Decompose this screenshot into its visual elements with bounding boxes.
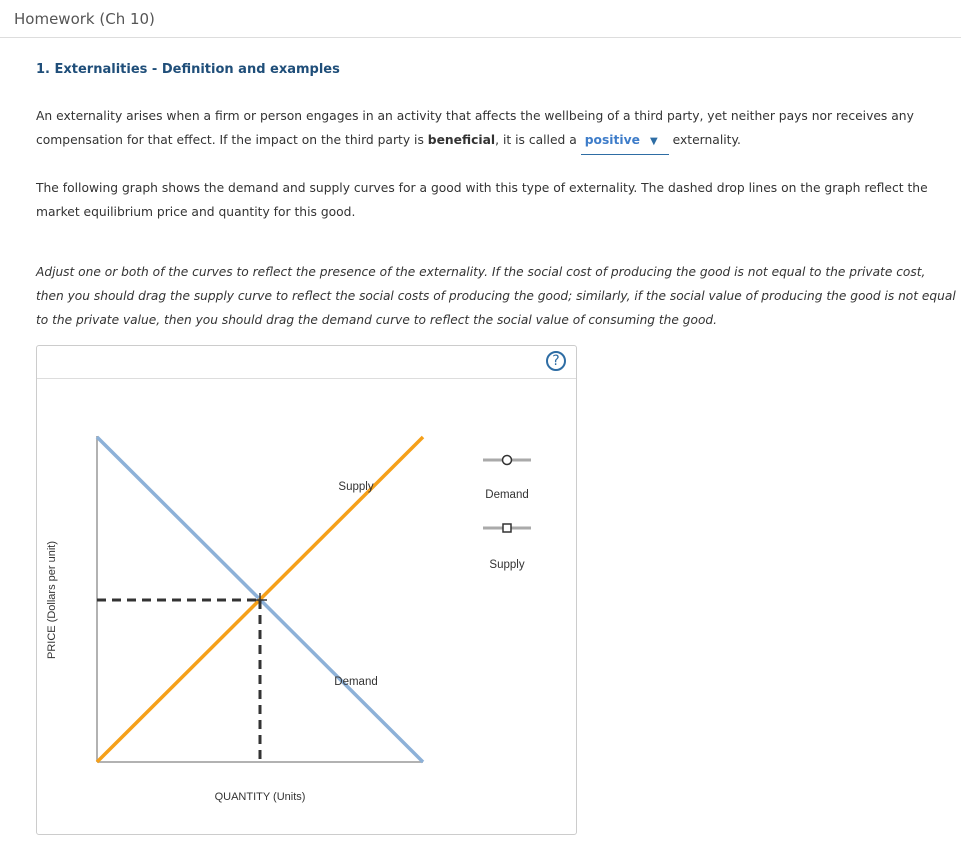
graph-container	[36, 345, 577, 835]
demand-tool[interactable]	[483, 456, 531, 465]
paragraph-graph-description: The following graph shows the demand and supply curves for a good with this type of externality. The dashed drop lines on the graph reflect the market equilibrium price and quantity for this good.	[36, 181, 928, 219]
beneficial-text: beneficial	[427, 133, 496, 147]
help-icon[interactable]: ?	[546, 351, 566, 371]
top-bar	[0, 0, 961, 38]
externality-type-dropdown[interactable]	[581, 128, 669, 155]
question-title: 1. Externalities - Definition and examples	[36, 62, 340, 77]
definition-text-2: , it is called a	[495, 133, 577, 147]
definition-text-3: externality.	[672, 133, 741, 147]
definition-text: An externality arises when a firm or person engages in an activity that affects the wellbeing of a third party, yet neither pays nor receives any compensation for that effect. If the impact on the third party is	[36, 109, 914, 147]
circle-handle-icon	[503, 456, 512, 465]
graph-svg	[37, 346, 576, 834]
square-handle-icon	[503, 524, 511, 532]
demand-curve-label: Demand	[334, 676, 378, 688]
chevron-down-icon: ▼	[649, 136, 658, 147]
assignment-title: Homework (Ch 10)	[14, 10, 155, 28]
y-axis-label: PRICE (Dollars per unit)	[46, 541, 58, 659]
paragraph-instructions: Adjust one or both of the curves to reflect the presence of the externality. If the social cost of producing the good is not equal to the private cost, then you should drag the supply curve to reflect the social costs of producing the good; similarly, if the social value of producing the good is not equal to the private value, then you should drag the demand curve to reflect the social value of consuming the good.	[36, 265, 956, 327]
dropdown-value: positive	[584, 133, 640, 147]
supply-curve-label: Supply	[338, 481, 374, 493]
supply-tool[interactable]	[483, 524, 531, 532]
legend-demand-label: Demand	[485, 489, 529, 501]
paragraph-definition	[36, 104, 936, 155]
legend-supply-label: Supply	[489, 559, 525, 571]
x-axis-label: QUANTITY (Units)	[214, 791, 306, 803]
